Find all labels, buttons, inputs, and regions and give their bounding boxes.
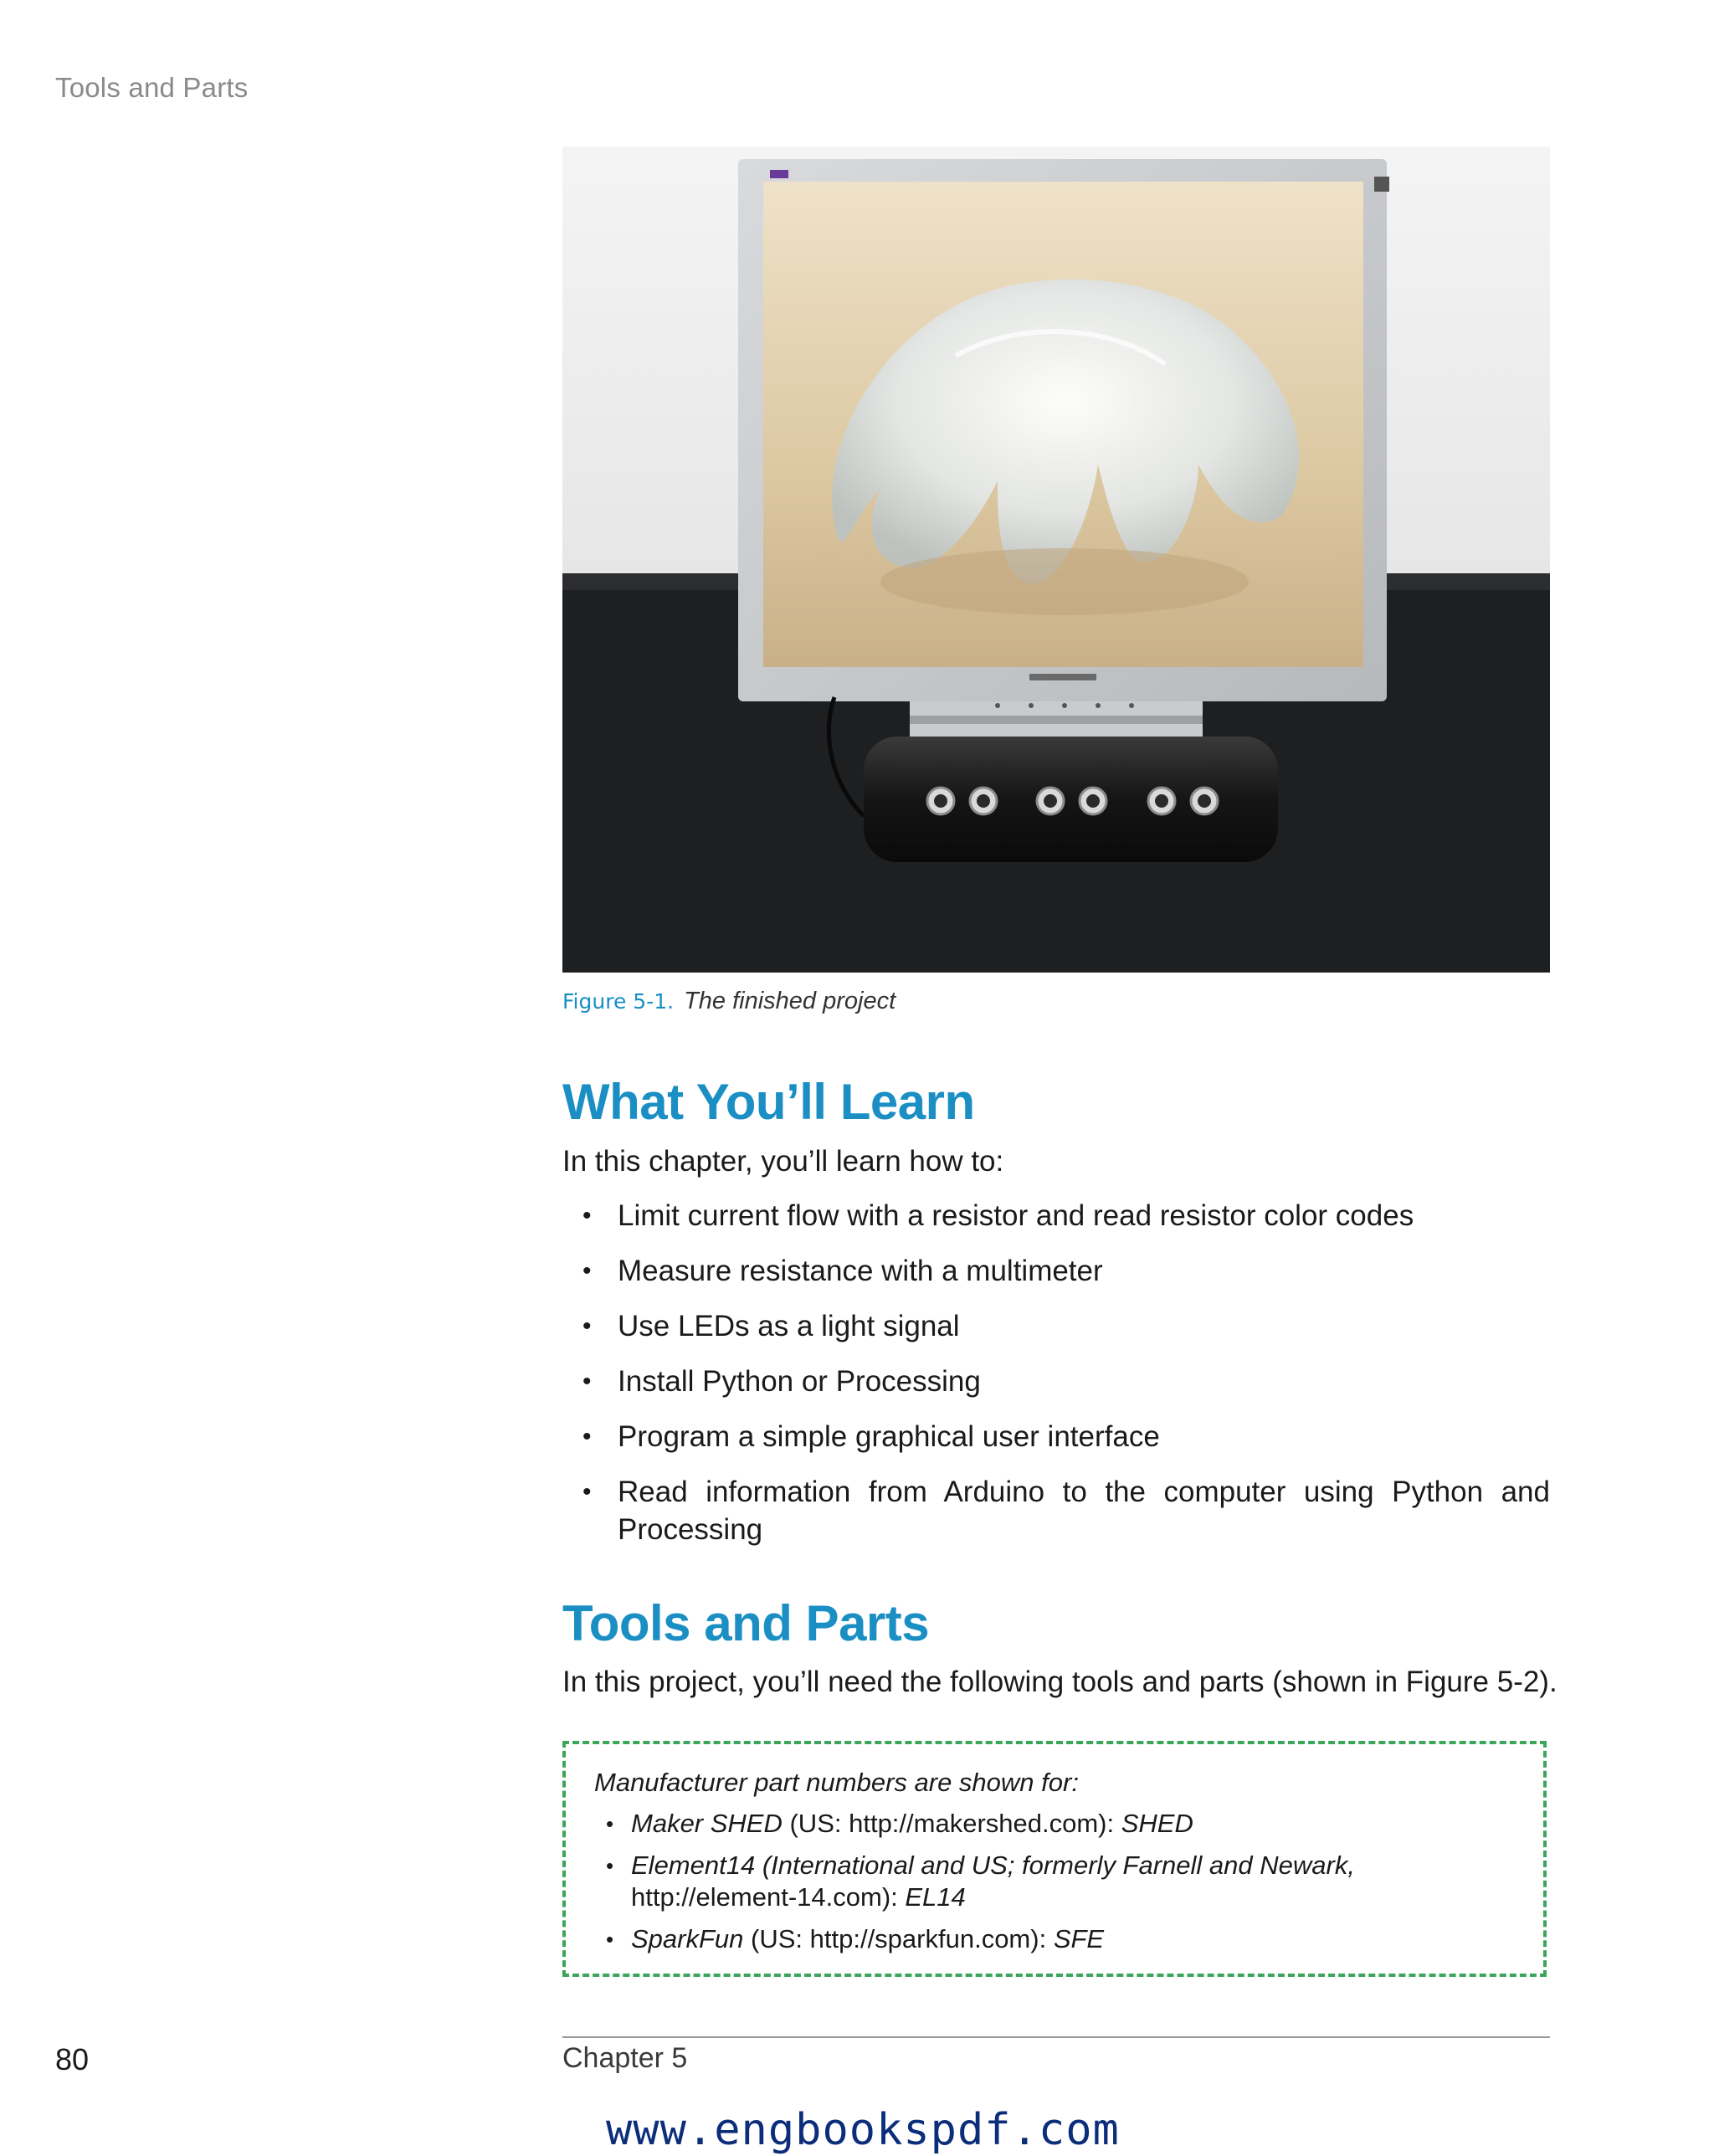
- bullet-icon: •: [582, 1423, 592, 1450]
- bullet-icon: •: [582, 1312, 592, 1340]
- tools-intro: In this project, you’ll need the following tools and parts (shown in Figure 5-2).: [562, 1666, 1557, 1698]
- figure-caption: [562, 988, 895, 1015]
- bullet-icon: •: [606, 1811, 614, 1836]
- bullet-icon: •: [582, 1257, 592, 1285]
- bullet-icon: •: [606, 1853, 614, 1878]
- figure-photo: [562, 146, 1550, 973]
- list-item: • Use LEDs as a light signal: [562, 1307, 1550, 1345]
- list-item: • Limit current flow with a resistor and read resistor color codes: [562, 1197, 1550, 1235]
- list-item: • SparkFun (US: http://sparkfun.com): SFE: [606, 1924, 1105, 1953]
- manufacturer-note-box: [562, 1741, 1547, 1977]
- bullet-icon: •: [582, 1368, 592, 1395]
- figure-label: Figure 5-1.: [562, 989, 675, 1014]
- note-list: [594, 1808, 1481, 1965]
- note-title: Manufacturer part numbers are shown for:: [594, 1768, 1079, 1797]
- footer-divider: [562, 2036, 1550, 2038]
- monitor-photo-illustration: [562, 146, 1550, 973]
- bullet-icon: •: [606, 1927, 614, 1952]
- watermark-link[interactable]: www.engbookspdf.com: [606, 2105, 1120, 2155]
- heading-tools-and-parts: Tools and Parts: [562, 1595, 930, 1651]
- list-item: • Element14 (International and US; formerly Farnell and Newark, http://element-14.com): EL14: [606, 1851, 1355, 1912]
- running-head: Tools and Parts: [55, 72, 249, 103]
- list-item: • Read information from Arduino to the computer using Python and Processing: [562, 1473, 1550, 1548]
- list-item: • Install Python or Processing: [562, 1363, 1550, 1400]
- heading-what-youll-learn: What You’ll Learn: [562, 1074, 975, 1130]
- list-item: • Maker SHED (US: http://makershed.com): SHED: [606, 1809, 1193, 1838]
- bullet-icon: •: [582, 1478, 592, 1506]
- list-item: • Program a simple graphical user interface: [562, 1418, 1550, 1455]
- chapter-label: Chapter 5: [562, 2042, 688, 2074]
- page-number: 80: [55, 2042, 90, 2076]
- bullet-icon: •: [582, 1202, 592, 1229]
- learn-intro: In this chapter, you’ll learn how to:: [562, 1145, 1004, 1178]
- learn-list: [562, 1197, 1550, 1566]
- list-item: • Measure resistance with a multimeter: [562, 1252, 1550, 1290]
- figure-caption-text: The finished project: [684, 988, 896, 1014]
